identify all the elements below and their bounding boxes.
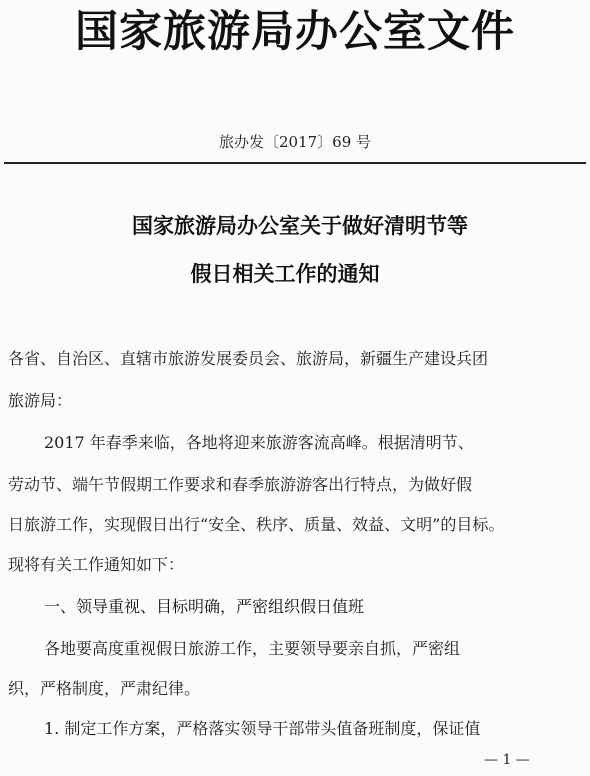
paragraph-1-line-1: 2017 年春季来临，各地将迎来旅游客流高峰。根据清明节、 xyxy=(44,433,474,452)
document-number: 旅办发〔2017〕69 号 xyxy=(218,133,372,151)
addressee-line-1: 各省、自治区、直辖市旅游发展委员会、旅游局，新疆生产建设兵团 xyxy=(8,349,489,368)
paragraph-1-line-4: 现将有关工作通知如下： xyxy=(8,555,185,574)
document-title-line-1: 国家旅游局办公室关于做好清明节等 xyxy=(132,213,468,238)
issuing-organization-header: 国家旅游局办公室文件 xyxy=(75,7,515,57)
document-title-line-2: 假日相关工作的通知 xyxy=(190,261,380,286)
paragraph-2-line-1: 各地要高度重视假日旅游工作，主要领导要亲自抓，严密组 xyxy=(44,639,461,658)
addressee-line-2: 旅游局： xyxy=(8,391,73,410)
section-1-heading: 一、领导重视、目标明确，严密组织假日值班 xyxy=(44,597,365,616)
paragraph-1-line-2: 劳动节、端午节假期工作要求和春季旅游游客出行特点，为做好假 xyxy=(8,475,473,494)
item-1-line-1: 1. 制定工作方案，严格落实领导干部带头值备班制度，保证值 xyxy=(44,719,481,738)
page-number: — 1 — xyxy=(484,752,530,768)
paragraph-2-line-2: 织，严格制度，严肃纪律。 xyxy=(8,679,201,698)
paragraph-1-line-3: 日旅游工作，实现假日出行“安全、秩序、质量、效益、文明”的目标。 xyxy=(8,515,505,534)
header-divider-line xyxy=(4,162,586,164)
